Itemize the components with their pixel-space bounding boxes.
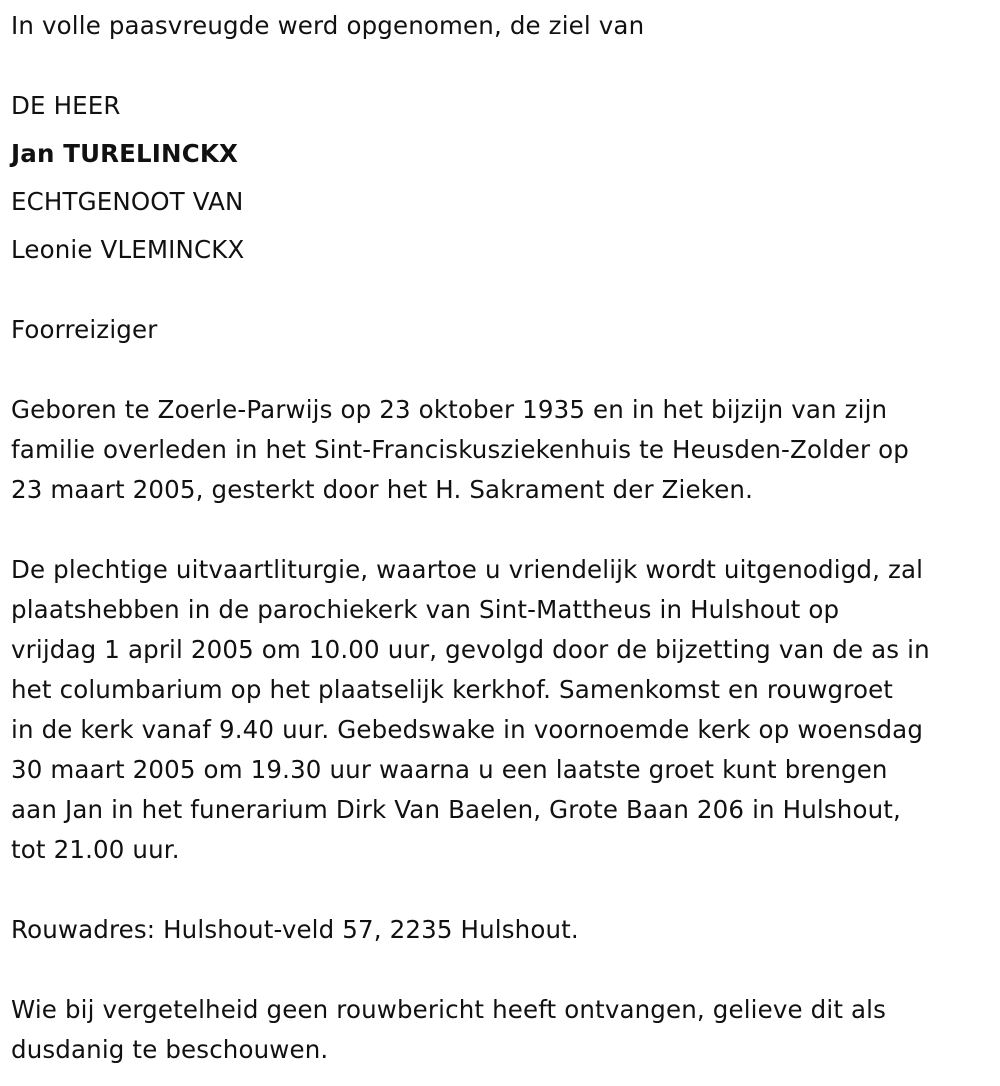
paragraph-line: familie overleden in het Sint-Franciskusziekenhuis te Heusden-Zolder op — [11, 435, 909, 464]
paragraph-line: Wie bij vergetelheid geen rouwbericht heeft ontvangen, gelieve dit als — [11, 995, 887, 1024]
spacer — [11, 510, 991, 550]
paragraph-line: tot 21.00 uur. — [11, 835, 180, 864]
mourning-address: Rouwadres: Hulshout-veld 57, 2235 Hulshout. — [11, 915, 579, 944]
obituary-notice — [11, 6, 991, 1070]
paragraph-line: Geboren te Zoerle-Parwijs op 23 oktober 1935 en in het bijzijn van zijn — [11, 395, 888, 424]
paragraph-line: vrijdag 1 april 2005 om 10.00 uur, gevolgd door de bijzetting van de as in — [11, 635, 930, 664]
deceased-name: Jan TURELINCKX — [11, 139, 239, 168]
occupation: Foorreiziger — [11, 315, 158, 344]
title-line: DE HEER — [11, 91, 121, 120]
paragraph-line: plaatshebben in de parochiekerk van Sint-Mattheus in Hulshout op — [11, 595, 840, 624]
paragraph-line: De plechtige uitvaartliturgie, waartoe u vriendelijk wordt uitgenodigd, zal — [11, 555, 924, 584]
spouse-name: Leonie VLEMINCKX — [11, 235, 245, 264]
paragraph-line: dusdanig te beschouwen. — [11, 1035, 329, 1064]
paragraph-line: aan Jan in het funerarium Dirk Van Baelen, Grote Baan 206 in Hulshout, — [11, 795, 901, 824]
funeral-paragraph — [11, 550, 991, 870]
paragraph-line: 23 maart 2005, gesterkt door het H. Sakrament der Zieken. — [11, 475, 754, 504]
spacer — [11, 870, 991, 910]
intro-line: In volle paasvreugde werd opgenomen, de ziel van — [11, 11, 645, 40]
birth-paragraph — [11, 390, 991, 510]
paragraph-line: het columbarium op het plaatselijk kerkhof. Samenkomst en rouwgroet — [11, 675, 894, 704]
spacer — [11, 350, 991, 390]
spacer — [11, 270, 991, 310]
spacer — [11, 950, 991, 990]
paragraph-line: 30 maart 2005 om 19.30 uur waarna u een laatste groet kunt brengen — [11, 755, 888, 784]
paragraph-line: in de kerk vanaf 9.40 uur. Gebedswake in voornoemde kerk op woensdag — [11, 715, 924, 744]
spacer — [11, 46, 991, 70]
closing-paragraph — [11, 990, 991, 1070]
spouse-label: ECHTGENOOT VAN — [11, 187, 244, 216]
